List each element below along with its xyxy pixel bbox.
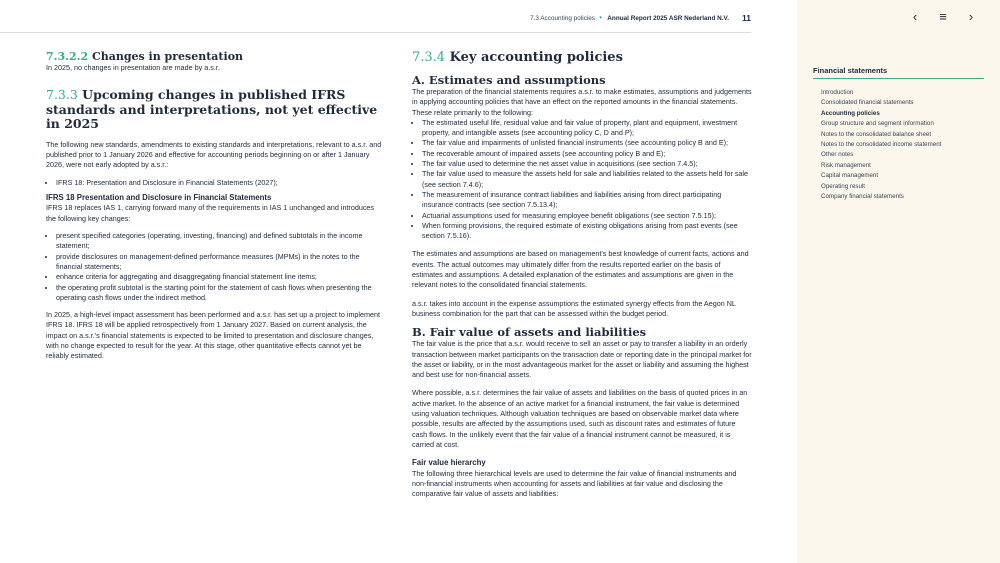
paragraph: a.s.r. takes into account in the expense assumptions the estimated synergy effects from the Aegon NL business combination for the part that can be assessed within the budget period. [412, 298, 736, 318]
toc-item-other-notes[interactable]: Other notes [821, 151, 854, 159]
subsection-heading: A. Estimates and assumptions [412, 73, 606, 87]
section-heading: 7.3.4 Key accounting policies [412, 50, 623, 65]
list-item: • enhance criteria for aggregating and disaggregating financial statement line items; [56, 272, 383, 282]
toc-sidebar [797, 0, 1000, 563]
toc-item-operating-result[interactable]: Operating result [821, 182, 866, 190]
toc-list [821, 88, 941, 202]
list-item: • The recoverable amount of impaired assets (see accounting policy B and E); [422, 149, 752, 159]
page-header [0, 10, 751, 33]
paragraph: The estimates and assumptions are based on management's best knowledge of current facts, actions and events. The actual outcomes may ultimately differ from the results reported earlier on the basis of estimates and assumptions. A detailed explanation of the estimates and assumptions are given in the relevant notes to the consolidated financial statements. [412, 249, 749, 290]
paragraph: The fair value is the price that a.s.r. would receive to sell an asset or pay to transfer a liability in an orderly transaction between market participants on the transaction date or reporting date in the principal market for the asset or liability, or in the most advantageous market for the asset or liability and assuming the highest and best use for non-financial assets. [412, 339, 752, 380]
list-item: • Actuarial assumptions used for measuring employee benefit obligations (see section 7.5.15); [422, 211, 752, 221]
paragraph: The preparation of the financial statements requires a.s.r. to make estimates, assumptions and judgements in applying accounting policies that have an effect on the reported amounts in the financial statements. These relate primarily to the following: [412, 87, 752, 117]
paragraph: Where possible, a.s.r. determines the fair value of assets and liabilities on the basis of quoted prices in an active market. In the absence of an active market for a financial instrument, the fair value is determined using valuation techniques. Although valuation techniques are based on observable market data where possible, results are affected by the assumptions used, such as discount rates and estimates of future cash flows. In the unlikely event that the fair value of a financial instrument cannot be measured, it is carried at cost. [412, 388, 748, 449]
list-item: • present specified categories (operating, investing, financing) and defined subtotals in the income statement; [56, 231, 383, 252]
header-report-title: Annual Report 2025 ASR Nederland N.V. [607, 15, 729, 22]
toc-item-risk-management[interactable]: Risk management [821, 161, 871, 169]
menu-icon[interactable]: ≡ [939, 9, 947, 24]
toc-item-notes-income-statement[interactable]: Notes to the consolidated income statement [821, 141, 942, 149]
section-upcoming-changes [46, 88, 383, 361]
toc-item-accounting-policies[interactable]: Accounting policies [821, 109, 880, 117]
paragraph: The following new standards, amendments to existing standards and interpretations, relevant to a.s.r. and published prior to 1 January 2026 and effective for accounting periods beginning on or after 1 January 2026, were not early adopted by a.s.r.: [46, 139, 382, 170]
section-heading: 7.3.2.2 Changes in presentation [46, 50, 244, 63]
section-changes-in-presentation [46, 50, 383, 73]
header-separator: • [599, 13, 602, 22]
header-section: 7.3 Accounting policies [529, 15, 595, 22]
list-item: • The fair value and impairments of unlisted financial instruments (see accounting policy B and E); [422, 138, 752, 148]
toc-item-introduction[interactable]: Introduction [821, 89, 854, 96]
page-number: 11 [742, 13, 751, 23]
paragraph: The following three hierarchical levels are used to determine the fair value of financial instruments and non-financial instruments when accounting for assets and liabilities at fair value and disclosing the comparative fair value of assets and liabilities: [412, 468, 737, 499]
list-item: • IFRS 18: Presentation and Disclosure in Financial Statements (2027); [56, 178, 383, 188]
page-navigation [908, 10, 978, 24]
toc-item-group-structure[interactable]: Group structure and segment information [821, 120, 934, 128]
previous-page-icon[interactable]: ‹ [912, 9, 918, 24]
subheading: IFRS 18 Presentation and Disclosure in Financial Statements [46, 192, 272, 202]
next-page-icon[interactable]: › [968, 9, 974, 24]
toc-title[interactable]: Financial statements [813, 66, 984, 79]
toc-item-company-financial-statements[interactable]: Company financial statements [821, 193, 904, 201]
list-item: • provide disclosures on management-defined performance measures (MPMs) in the notes to the financial statements; [56, 252, 383, 273]
subheading: Fair value hierarchy [412, 458, 486, 468]
list-item: • the operating profit subtotal is the starting point for the statement of cash flows when presenting the operating cash flows under the indirect method. [56, 283, 383, 304]
paragraph: IFRS 18 replaces IAS 1, carrying forward many of the requirements in IAS 1 unchanged and introduces the following key changes: [46, 203, 375, 223]
paragraph: In 2025, no changes in presentation are made by a.s.r. [46, 63, 220, 72]
list-item: • The fair value used to determine the net asset value in acquisitions (see section 7.4.5); [422, 159, 752, 169]
list-item: • When forming provisions, the required estimate of existing obligations arising from past events (see section 7.5.16). [422, 221, 752, 242]
list-item: • The measurement of insurance contract liabilities and liabilities arising from direct participating insurance contracts (see section 7.5.13.4); [422, 190, 752, 211]
toc-item-notes-balance-sheet[interactable]: Notes to the consolidated balance sheet [821, 130, 932, 138]
list-item: • The estimated useful life, residual value and fair value of property, plant and equipment, investment property, and intangible assets (see accounting policy C, D and P); [422, 118, 752, 139]
bullet-list [46, 231, 383, 303]
subsection-heading: B. Fair value of assets and liabilities [412, 325, 647, 340]
toc-item-consolidated-financial-statements[interactable]: Consolidated financial statements [821, 99, 914, 107]
section-heading: 7.3.3 Upcoming changes in published IFRS standards and interpretations, not yet effective in 2025 [46, 87, 378, 132]
toc-item-capital-management[interactable]: Capital management [821, 172, 879, 180]
list-item: • The fair value used to measure the assets held for sale and liabilities related to the assets held for sale (see section 7.4.6); [422, 169, 752, 190]
bullet-list [46, 178, 383, 188]
bullet-list [412, 118, 752, 242]
right-column [412, 50, 752, 500]
left-column [46, 50, 383, 362]
paragraph: In 2025, a high-level impact assessment has been performed and a.s.r. has set up a project to implement IFRS 18. IFRS 18 will be applied retrospectively from 1 January 2027. Based on current analysis, the impact on a.s.r.'s financial statements is expected to be limited to presentation and disclosure changes, with no change expected to result for the year. At this stage, other quantitative effects cannot yet be reliably estimated. [46, 310, 381, 361]
